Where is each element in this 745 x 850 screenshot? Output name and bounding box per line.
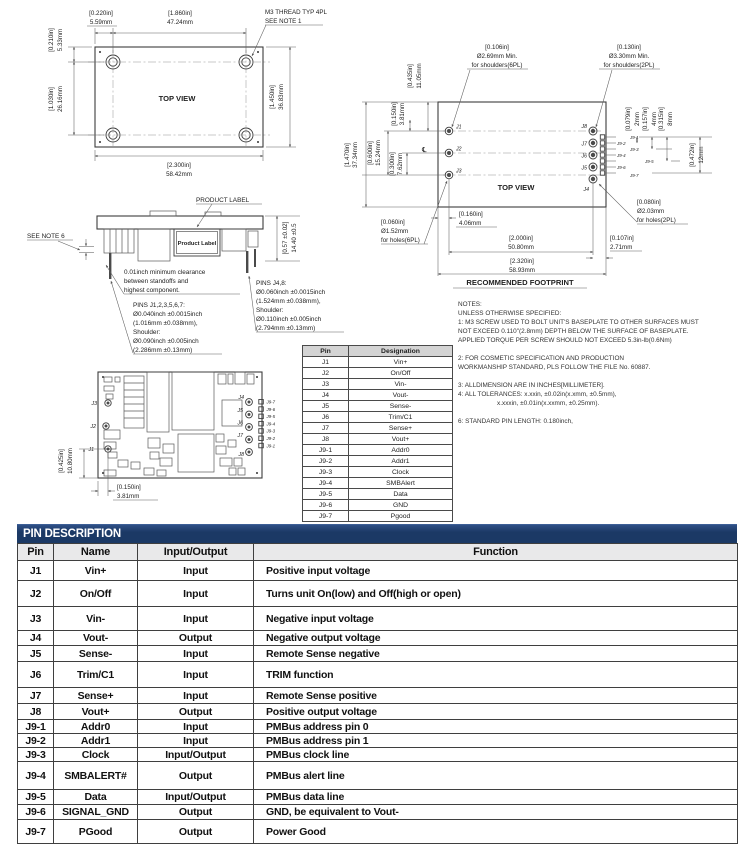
svg-text:PINS J1,2,3,5,6,7:: PINS J1,2,3,5,6,7:	[133, 302, 185, 309]
io-cell: Output	[138, 820, 254, 844]
dim-label: 58.93mm	[509, 267, 535, 274]
function-cell: PMBus alert line	[254, 762, 738, 790]
table-row	[303, 412, 453, 423]
dim-label: [0.160in]	[459, 211, 483, 218]
io-cell: Output	[138, 805, 254, 820]
designation-cell: Sense+	[349, 423, 453, 434]
dim-label: [0.107in]	[610, 235, 634, 242]
function-cell: Positive output voltage	[254, 704, 738, 720]
designation-cell: Vin-	[349, 379, 453, 390]
note-line: NOTES:	[458, 301, 482, 308]
io-cell: Input	[138, 688, 254, 704]
pin-cell: J4	[18, 631, 54, 646]
designation-cell: Vout+	[349, 434, 453, 445]
note-line	[458, 345, 743, 354]
table-row	[18, 646, 738, 662]
table-row	[18, 734, 738, 748]
pin-label: J6	[581, 153, 587, 160]
pin-label: J9-6	[266, 406, 276, 412]
pin-description-table	[17, 543, 738, 844]
io-cell: Input/Output	[138, 790, 254, 805]
svg-text:between standoffs and: between standoffs and	[124, 278, 189, 285]
designation-cell: Sense-	[349, 401, 453, 412]
name-cell: SIGNAL_GND	[54, 805, 138, 820]
pin-cell: J5	[18, 646, 54, 662]
shoulder-callout: Ø2.69mm Min.	[476, 53, 518, 60]
pin-label: J1	[456, 124, 462, 131]
name-cell: Clock	[54, 748, 138, 762]
name-cell: Vout+	[54, 704, 138, 720]
note-line: 3: ALLDIMENSION ARE IN INCHES[MILLIMETER].	[458, 382, 605, 389]
table-row	[303, 434, 453, 445]
name-cell: Vin+	[54, 561, 138, 581]
column-header: Designation	[349, 346, 453, 357]
dim-label: [1.450in]	[269, 85, 276, 109]
table-row	[18, 805, 738, 820]
pins-note-b	[249, 276, 344, 332]
dim-label: [0.300in]	[389, 152, 396, 176]
column-header: Pin	[18, 544, 54, 561]
dim-label: 14.40 ±0.5	[291, 223, 298, 253]
designation-cell: Addr0	[349, 445, 453, 456]
pin-cell: J3	[18, 607, 54, 631]
function-cell: PMBus data line	[254, 790, 738, 805]
dim-label: 47.24mm	[167, 19, 193, 26]
dim-label: 37.34mm	[352, 142, 359, 168]
pin-label: J8	[238, 452, 244, 458]
table-row	[18, 581, 738, 607]
name-cell: Addr1	[54, 734, 138, 748]
io-cell: Input	[138, 561, 254, 581]
dim-label: 10.80mm	[67, 448, 74, 474]
pin-description-section	[17, 524, 737, 844]
pin-cell: J7	[303, 423, 349, 434]
dim-label: [0.079in]	[625, 107, 632, 131]
table-row	[303, 379, 453, 390]
pin-label: J9-2	[617, 141, 626, 146]
shoulder-callout: [0.106in]	[485, 44, 509, 51]
table-row	[18, 748, 738, 762]
centerline-symbol: ℄	[422, 147, 427, 154]
dim-label: [0.435in]	[407, 64, 414, 88]
name-cell: On/Off	[54, 581, 138, 607]
pin-label: J5	[237, 408, 243, 414]
footprint-title: RECOMMENDED FOOTPRINT	[466, 278, 574, 287]
pin-cell: J7	[18, 688, 54, 704]
name-cell: Data	[54, 790, 138, 805]
dim-label: [2.000in]	[509, 235, 533, 242]
dim-label: [0.150in]	[391, 102, 398, 126]
table-row	[18, 820, 738, 844]
pin	[254, 249, 256, 267]
pin-cell: J9-6	[18, 805, 54, 820]
svg-text:Shoulder:: Shoulder:	[133, 329, 161, 336]
table-row	[303, 467, 453, 478]
svg-text:(2.794mm ±0.13mm): (2.794mm ±0.13mm)	[256, 325, 316, 332]
table-row	[18, 631, 738, 646]
pin-label: J1	[88, 447, 94, 453]
io-cell: Input	[138, 581, 254, 607]
pin-cell: J9-5	[18, 790, 54, 805]
holes-callout: Ø1.52mm	[381, 228, 409, 235]
note-line: 4: ALL TOLERANCES: x.xxin, ±0.02in(x.xmm, ±0.5mm),	[458, 391, 617, 398]
name-cell: SMBALERT#	[54, 762, 138, 790]
svg-text:(1.016mm ±0.038mm),: (1.016mm ±0.038mm),	[133, 320, 198, 327]
svg-text:Ø0.110inch ±0.005inch: Ø0.110inch ±0.005inch	[256, 316, 322, 323]
product-label-callout: PRODUCT LABEL	[196, 197, 250, 204]
dim-label: 5.33mm	[57, 28, 64, 52]
pin-cell: J4	[303, 390, 349, 401]
dim-label: 3.81mm	[399, 102, 406, 126]
pin-label: J9-5	[645, 159, 654, 164]
pin	[246, 251, 248, 273]
dim-label: 2.71mm	[610, 244, 633, 251]
io-cell: Output	[138, 762, 254, 790]
product-label-text: Product Label	[177, 241, 217, 247]
holes-callout: Ø2.03mm	[637, 208, 665, 215]
pin-label: J7	[581, 141, 587, 148]
name-cell: PGood	[54, 820, 138, 844]
dim-label: 15.24mm	[375, 140, 382, 166]
note-line: 6: STANDARD PIN LENGTH: 0.180inch,	[458, 418, 573, 425]
pin-cell: J9-1	[303, 445, 349, 456]
table-row	[303, 489, 453, 500]
io-cell: Input	[138, 646, 254, 662]
thread-callout: M3 THREAD TYP 4PL	[265, 9, 327, 16]
column-header: Name	[54, 544, 138, 561]
shoulder-callout: [0.130in]	[617, 44, 641, 51]
name-cell: Vout-	[54, 631, 138, 646]
function-cell: Negative output voltage	[254, 631, 738, 646]
dim-label: 26.16mm	[57, 86, 64, 112]
table-row	[303, 368, 453, 379]
pin-designation-header-row	[303, 346, 453, 357]
table-row	[303, 500, 453, 511]
function-cell: Positive input voltage	[254, 561, 738, 581]
dim-label: 58.42mm	[166, 171, 192, 178]
notes-block	[458, 300, 743, 426]
table-row	[303, 401, 453, 412]
pin-cell: J8	[303, 434, 349, 445]
note-line: UNLESS OTHERWISE SPECIFIED:	[458, 310, 562, 317]
function-cell: GND, be equivalent to Vout-	[254, 805, 738, 820]
pin-cell: J6	[18, 662, 54, 688]
pin-label: J4	[238, 395, 244, 401]
note-line: WORKMANSHIP STANDARD, PLS FOLLOW THE FILE No. 60887.	[458, 364, 651, 371]
table-row	[303, 423, 453, 434]
holes-callout: [0.060in]	[381, 219, 405, 226]
dim-label: 50.80mm	[508, 244, 534, 251]
pin-cell: J9-4	[18, 762, 54, 790]
pin-label: J9-1	[266, 443, 276, 449]
thread-callout-note: SEE NOTE 1	[265, 18, 302, 25]
holes-callout: [0.080in]	[637, 199, 661, 206]
view-title: TOP VIEW	[497, 183, 535, 192]
table-row	[18, 790, 738, 805]
function-cell: TRIM function	[254, 662, 738, 688]
designation-cell: Trim/C1	[349, 412, 453, 423]
bottom-view-drawing	[58, 372, 276, 500]
dim-label: 7.62mm	[397, 152, 404, 176]
svg-text:Ø0.060inch ±0.0015inch: Ø0.060inch ±0.0015inch	[256, 289, 326, 296]
svg-text:highest component.: highest component.	[124, 287, 180, 294]
table-row	[303, 357, 453, 368]
note-line: NOT EXCEED 0.110"(2.8mm) DEPTH BELOW THE SURFACE OF BASEPLATE.	[458, 328, 689, 335]
table-row	[303, 478, 453, 489]
designation-cell: On/Off	[349, 368, 453, 379]
function-cell: PMBus clock line	[254, 748, 738, 762]
column-header: Input/Output	[138, 544, 254, 561]
dim-label: [0.157in]	[642, 107, 649, 131]
svg-text:(2.286mm ±0.13mm): (2.286mm ±0.13mm)	[133, 347, 193, 354]
pin-cell: J9-2	[18, 734, 54, 748]
note-line: APPLIED TORQUE PER SCREW SHOULD NOT EXCEED 5.3in-lb(0.6Nm)	[458, 337, 672, 344]
function-cell: Power Good	[254, 820, 738, 844]
name-cell: Sense+	[54, 688, 138, 704]
pin-cell: J9-2	[303, 456, 349, 467]
dim-label: 12mm	[698, 146, 705, 164]
side-view-drawing	[27, 197, 344, 354]
pin-cell: J9-1	[18, 720, 54, 734]
dim-label: [0.600in]	[367, 141, 374, 165]
designation-cell: Data	[349, 489, 453, 500]
pin-label: J3	[91, 401, 97, 407]
pin-designation-table	[302, 345, 452, 522]
table-row	[18, 720, 738, 734]
pin-label: J2	[90, 424, 96, 430]
designation-cell: Vin+	[349, 357, 453, 368]
name-cell: Trim/C1	[54, 662, 138, 688]
dim-label: 11.05mm	[416, 63, 423, 89]
designation-cell: GND	[349, 500, 453, 511]
function-cell: Remote Sense negative	[254, 646, 738, 662]
shoulder-callout: Ø3.30mm Min.	[608, 53, 650, 60]
svg-text:Shoulder:: Shoulder:	[256, 307, 284, 314]
note-line: 2: FOR COSMETIC SPECIFICATION AND PRODUCTION	[458, 355, 625, 362]
dim-label: [1.860in]	[168, 10, 192, 17]
note-line: 1: M3 SCREW USED TO BOLT UNIT'S BASEPLATE TO OTHER SURFACES MUST	[458, 319, 699, 326]
see-note-6: SEE NOTE 6	[27, 233, 65, 240]
svg-text:Ø0.040inch ±0.0015inch: Ø0.040inch ±0.0015inch	[133, 311, 203, 318]
table-row	[18, 607, 738, 631]
io-cell: Output	[138, 631, 254, 646]
dim-label: 5.59mm	[89, 19, 113, 26]
table-row	[18, 688, 738, 704]
clearance-note	[106, 265, 240, 294]
dim-label: 2mm	[634, 112, 641, 126]
name-cell: Addr0	[54, 720, 138, 734]
column-header: Pin	[303, 346, 349, 357]
dim-label: 3.81mm	[117, 493, 140, 500]
svg-text:PINS J4,8:: PINS J4,8:	[256, 280, 287, 287]
pin-label: J7	[237, 433, 243, 439]
function-cell: PMBus address pin 0	[254, 720, 738, 734]
pin-cell: J9-4	[303, 478, 349, 489]
function-cell: PMBus address pin 1	[254, 734, 738, 748]
pin-cell: J9-3	[18, 748, 54, 762]
io-cell: Input	[138, 720, 254, 734]
note-line	[458, 408, 743, 417]
pin-label: J9-1	[630, 135, 639, 140]
pin-label: J9-7	[266, 399, 276, 405]
dim-label: 36.83mm	[278, 84, 285, 110]
table-row	[303, 511, 453, 522]
pin-cell: J9-7	[303, 511, 349, 522]
pin-label: J9-5	[266, 414, 276, 420]
footprint-drawing	[344, 44, 712, 288]
pin-cell: J5	[303, 401, 349, 412]
holes-callout: for holes(2PL)	[637, 217, 676, 224]
pin	[109, 253, 111, 279]
pin-cell: J2	[18, 581, 54, 607]
pin-label: J9-4	[617, 153, 626, 158]
io-cell: Input	[138, 607, 254, 631]
holes-callout: for holes(6PL)	[381, 237, 420, 244]
io-cell: Input/Output	[138, 748, 254, 762]
pin-label: J2	[456, 146, 462, 153]
io-cell: Output	[138, 704, 254, 720]
shoulder-callout: for shoulders(2PL)	[603, 62, 655, 69]
top-view-drawing	[48, 9, 327, 178]
dim-label: 4.06mm	[459, 220, 482, 227]
pin-label: J9-3	[266, 428, 276, 434]
designation-cell: SMBAlert	[349, 478, 453, 489]
io-cell: Input	[138, 734, 254, 748]
name-cell: Sense-	[54, 646, 138, 662]
pin-label: J9-7	[630, 173, 639, 178]
pin-label: J8	[581, 124, 587, 130]
dim-label: 4mm	[651, 112, 658, 126]
svg-text:(1.524mm ±0.038mm),: (1.524mm ±0.038mm),	[256, 298, 321, 305]
table-row	[18, 704, 738, 720]
pin-label: J9-3	[630, 147, 639, 152]
dim-label: [0.210in]	[48, 28, 55, 52]
designation-cell: Pgood	[349, 511, 453, 522]
pin-description-title: PIN DESCRIPTION	[17, 524, 737, 543]
table-row	[18, 762, 738, 790]
pin-cell: J1	[18, 561, 54, 581]
table-row	[303, 456, 453, 467]
pin-label: J5	[581, 165, 587, 172]
dim-label: [0.315in]	[658, 107, 665, 131]
dim-label: [2.320in]	[510, 258, 534, 265]
dim-label: [0.150in]	[117, 484, 141, 491]
shoulder-callout: for shoulders(6PL)	[471, 62, 523, 69]
column-header: Function	[254, 544, 738, 561]
pin-label: J9-2	[266, 436, 276, 441]
view-title: TOP VIEW	[158, 94, 196, 103]
note-line: x.xxxin, ±0.01in(x.xxmm, ±0.25mm).	[458, 400, 600, 407]
pin-label: J9-4	[266, 421, 276, 427]
dim-label: [2.300in]	[167, 162, 191, 169]
pin-cell: J9-6	[303, 500, 349, 511]
name-cell: Vin-	[54, 607, 138, 631]
pin-cell: J9-3	[303, 467, 349, 478]
function-cell: Turns unit On(low) and Off(high or open)	[254, 581, 738, 607]
dim-label: 8mm	[667, 112, 674, 126]
pin-label: J3	[456, 168, 462, 175]
function-cell: Remote Sense positive	[254, 688, 738, 704]
table-row	[18, 662, 738, 688]
pin-label: J9-6	[617, 165, 626, 170]
pin-label: J4	[583, 187, 589, 193]
dim-label: [0.472in]	[689, 143, 696, 167]
pin-cell: J1	[303, 357, 349, 368]
designation-cell: Clock	[349, 467, 453, 478]
pin-cell: J9-7	[18, 820, 54, 844]
table-row	[18, 561, 738, 581]
dim-label: [1.470in]	[344, 143, 351, 167]
designation-cell: Addr1	[349, 456, 453, 467]
pin-label: J6	[237, 420, 243, 427]
svg-text:0.01inch minimum clearance: 0.01inch minimum clearance	[124, 269, 206, 276]
dim-label: [1.030in]	[48, 87, 55, 111]
pin-cell: J9-5	[303, 489, 349, 500]
designation-cell: Vout-	[349, 390, 453, 401]
pin-cell: J3	[303, 379, 349, 390]
pin-description-header-row	[18, 544, 738, 561]
dim-label: [0.220in]	[89, 10, 113, 17]
svg-text:Ø0.090inch ±0.005inch: Ø0.090inch ±0.005inch	[133, 338, 199, 345]
io-cell: Input	[138, 662, 254, 688]
note-line	[458, 372, 743, 381]
pin-cell: J6	[303, 412, 349, 423]
table-row	[303, 390, 453, 401]
pcb-components	[104, 372, 254, 476]
dim-label: [0.57 ±0.02]	[282, 221, 289, 255]
dim-label: [0.425in]	[58, 449, 65, 473]
table-row	[303, 445, 453, 456]
function-cell: Negative input voltage	[254, 607, 738, 631]
pin-cell: J2	[303, 368, 349, 379]
pin-cell: J8	[18, 704, 54, 720]
